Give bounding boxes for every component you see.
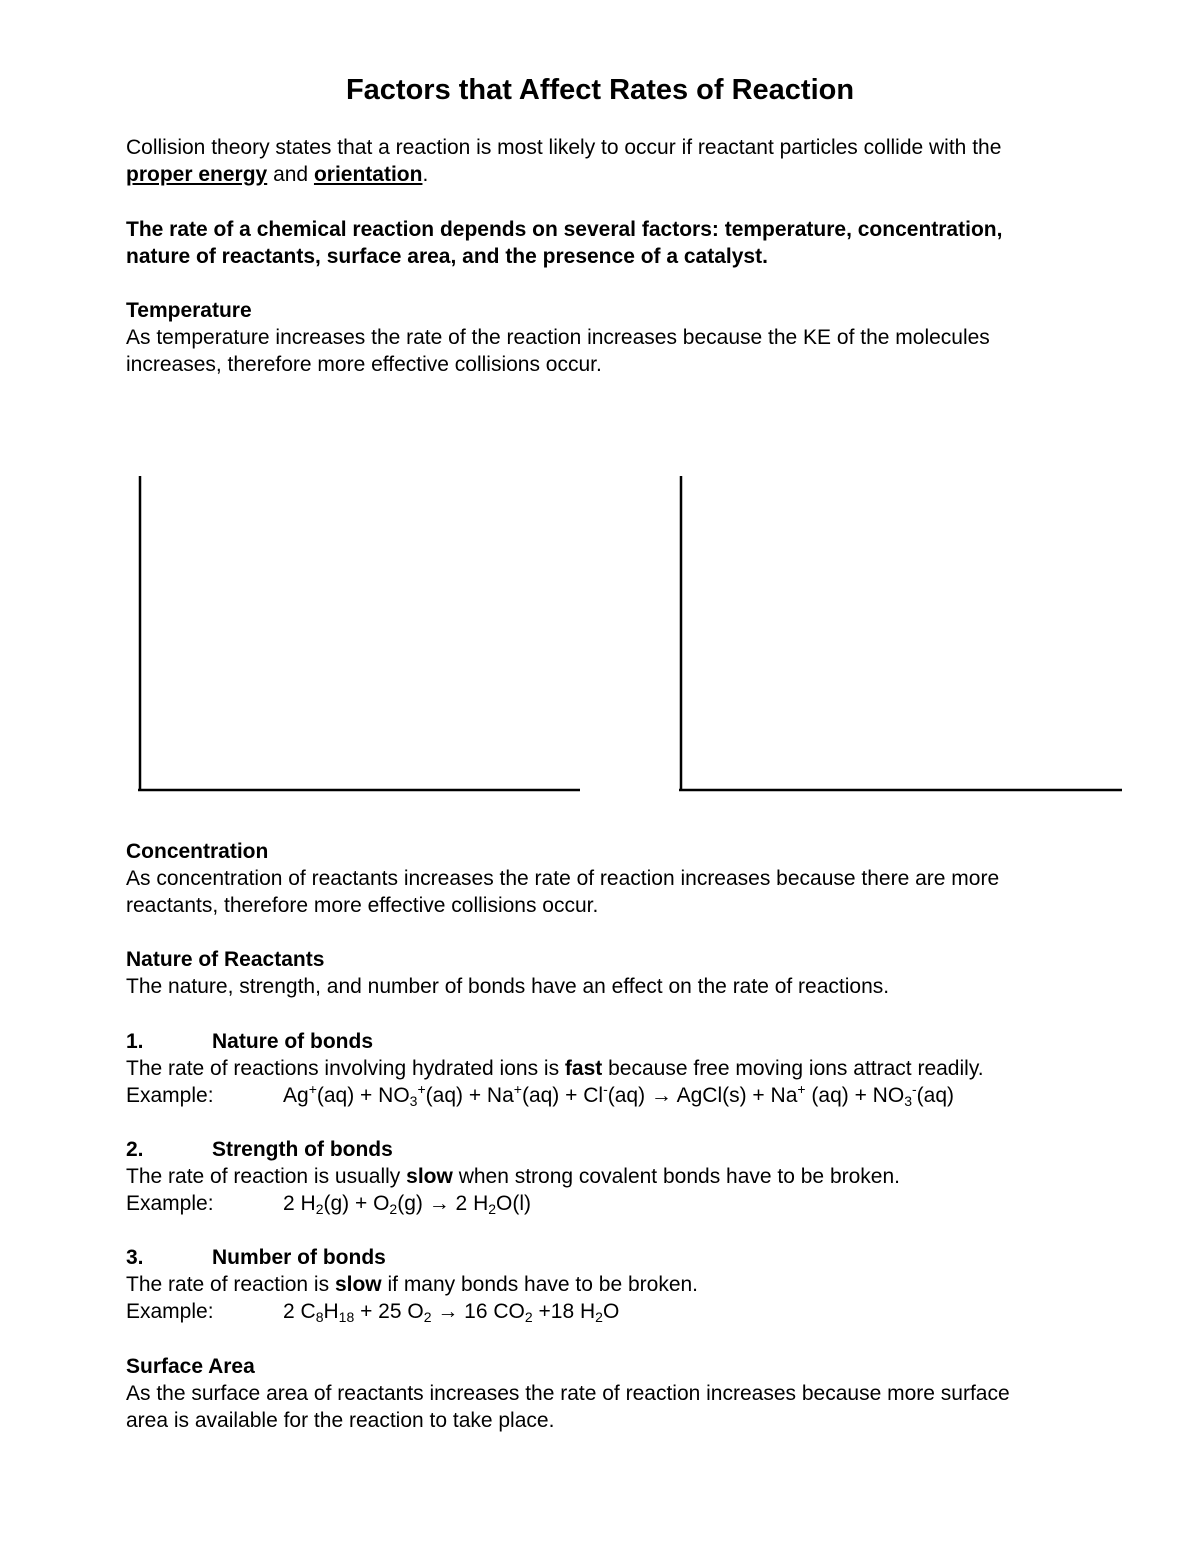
example-label: Example: [126, 1084, 214, 1107]
chemical-equation: 2 $H_2(g) + O_2(g) \to 2$ $H_2O(l)$ [283, 1192, 532, 1217]
item-desc: The rate of reaction is usually [126, 1165, 401, 1188]
page-title: Factors that Affect Rates of Reaction [345, 74, 855, 106]
concentration-line-1: As concentration of reactants increases the rate of reaction increases because there are more [126, 867, 1000, 890]
intro-and: and [273, 163, 309, 186]
surface-area-section [126, 1353, 1126, 1434]
term-proper-energy: proper energy [126, 163, 268, 186]
item-heading: Nature of bonds [212, 1030, 373, 1053]
item-desc-emphasis: fast [564, 1057, 603, 1080]
example-label: Example: [126, 1192, 214, 1215]
example-line [126, 1298, 1126, 1325]
item-desc-emphasis: slow [406, 1165, 453, 1188]
blank-graph-left [138, 476, 580, 791]
intro-period: . [422, 163, 429, 186]
concentration-line-2: reactants, therefore more effective collisions occur. [126, 894, 599, 917]
item-desc-rest: because free moving ions attract readily. [608, 1057, 984, 1080]
example-line [126, 1082, 1126, 1109]
term-orientation: orientation [313, 163, 423, 186]
chemical-equation: $Ag^+(aq) + NO_3^+(aq) + Na^+(aq) + Cl^-(aq)$ → AgCl(s) + Na+ $(aq) + NO_3^-(aq)$ [283, 1081, 955, 1109]
example-label: Example: [126, 1300, 214, 1323]
item-number-of-bonds [126, 1244, 1126, 1325]
item-strength-of-bonds [126, 1136, 1126, 1217]
example-line [126, 1190, 1126, 1217]
concentration-heading: Concentration [126, 840, 269, 863]
factors-line-1: The rate of a chemical reaction depends on several factors: temperature, concentration, [126, 218, 1003, 241]
nature-section [126, 946, 1126, 1000]
item-number: 3. [126, 1246, 144, 1269]
nature-heading: Nature of Reactants [126, 948, 325, 971]
temperature-heading: Temperature [126, 299, 252, 322]
item-desc-rest: when strong covalent bonds have to be broken. [458, 1165, 900, 1188]
surface-area-line-1: As the surface area of reactants increases the rate of reaction increases because more surface [126, 1382, 1010, 1405]
temperature-line-2: increases, therefore more effective collisions occur. [126, 353, 602, 376]
chemical-equation: 2 $C_8H_{18} + 25$ $O_2 \to 16$ $CO_2 +18$ $H_2O$ [283, 1300, 620, 1325]
item-heading: Strength of bonds [212, 1138, 393, 1161]
temperature-line-1: As temperature increases the rate of the reaction increases because the KE of the molecules [126, 326, 990, 349]
intro-text: Collision theory states that a reaction is most likely to occur if reactant particles collide with the [126, 136, 1002, 159]
surface-area-heading: Surface Area [126, 1355, 255, 1378]
item-heading: Number of bonds [212, 1246, 386, 1269]
nature-line-1: The nature, strength, and number of bonds have an effect on the rate of reactions. [126, 975, 890, 998]
item-desc: The rate of reaction is [126, 1273, 330, 1296]
factors-line-2: nature of reactants, surface area, and the presence of a catalyst. [126, 245, 768, 268]
item-number: 1. [126, 1030, 144, 1053]
item-number: 2. [126, 1138, 144, 1161]
blank-graph-right [679, 476, 1122, 791]
item-desc-emphasis: slow [334, 1273, 382, 1296]
item-nature-of-bonds [126, 1028, 1126, 1109]
surface-area-line-2: area is available for the reaction to take place. [126, 1409, 555, 1432]
item-desc: The rate of reactions involving hydrated ions is [126, 1057, 560, 1080]
item-desc-rest: if many bonds have to be broken. [387, 1273, 699, 1296]
concentration-section [126, 838, 1126, 919]
